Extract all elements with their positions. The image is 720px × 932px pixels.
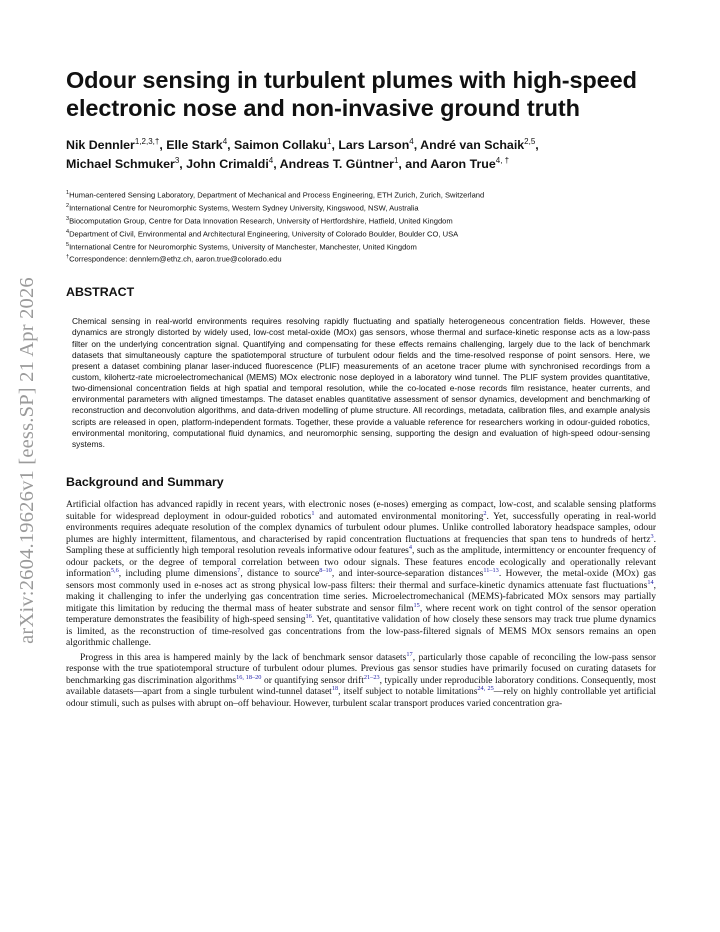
affiliation-line	[66, 240, 656, 253]
body-paragraph: Progress in this area is hampered mainly by the lack of benchmark sensor datasets$^{17}$, particularly those capable of reconciling the low-pass sensor response with the true spatiotemporal structure of turbulent odour plumes. Previous gas sensor studies have primarily focused on curating datasets for benchmarking gas discrimination algorithms$^{16, 18-20}$ or quantifying sensor drift$^{21-23}$, typically under reproducible laboratory conditions. Consequently, most available datasets—apart from a single turbulent wind-tunnel dataset$^{18}$, itself subject to notable limitations$^{24, 25}$—rely on highly controllable yet artificial odour stimuli, such as pulses with abrupt on–off behaviour. However, turbulent scalar transport produces varied concentration gra-	[66, 650, 657, 709]
citation-link[interactable]: 3	[650, 532, 654, 540]
citation-link[interactable]: 21–23	[363, 673, 380, 681]
author-name: Michael Schmuker	[66, 157, 175, 172]
abstract-heading: ABSTRACT	[66, 285, 135, 300]
citation-link[interactable]: 7	[237, 566, 241, 574]
citation-link[interactable]: 14	[647, 578, 654, 586]
affiliation-line	[66, 252, 656, 265]
affiliation-mark: 5	[66, 241, 70, 248]
author-affiliation-mark: 3	[174, 156, 180, 166]
citation-link[interactable]: 11–13	[483, 566, 499, 574]
affiliation-line	[66, 201, 656, 214]
affiliation-mark: 3	[66, 215, 70, 222]
citation-link[interactable]: 5,6	[110, 566, 119, 574]
affiliation-line	[66, 188, 656, 201]
author-name: Saimon Collaku	[234, 138, 327, 153]
author-affiliation-mark: 4, †	[495, 156, 510, 166]
citation-link[interactable]: 4	[408, 543, 413, 551]
author-name: Elle Stark	[166, 138, 223, 153]
author-affiliation-mark: 4	[409, 137, 414, 146]
affiliation-mark: †	[66, 254, 70, 261]
citation-link[interactable]: 1	[311, 509, 315, 517]
author-affiliation-mark: 1,2,3,†	[134, 137, 160, 146]
author	[166, 138, 227, 152]
affiliation-text: Department of Civil, Environmental and Architectural Engineering, University of Colorado Boulder, Boulder CO, USA	[69, 229, 459, 239]
background-heading: Background and Summary	[66, 475, 224, 490]
citation-link[interactable]: 16	[305, 612, 312, 620]
affiliation-text: Biocomputation Group, Centre for Data Innovation Research, University of Hertfordshire, Hatfield, United Kingdom	[69, 216, 453, 226]
affiliation-text: Human-centered Sensing Laboratory, Department of Mechanical and Process Engineering, ETH Zurich, Zurich, Switzerland	[69, 190, 485, 200]
author-name: André van Schaik	[420, 138, 525, 153]
arxiv-id-stamp: arXiv:2604.19626v1 [eess.SP] 21 Apr 2026	[15, 276, 38, 644]
arxiv-sidebar	[10, 250, 44, 670]
author	[186, 157, 273, 171]
author	[280, 157, 399, 171]
author-affiliation-mark: 4	[268, 156, 274, 166]
author-affiliation-mark: 2,5	[524, 137, 536, 146]
author-name: Nik Dennler	[66, 138, 135, 153]
citation-link[interactable]: 16, 18–20	[236, 673, 262, 681]
citation-link[interactable]: 2	[483, 509, 487, 517]
body-paragraph: Artificial olfaction has advanced rapidly in recent years, with electronic noses (e-noses) emerging as compact, low-cost, and scalable sensing platforms suitable for widespread deployment in odour-guided robotics$^1$ and automated environmental monitoring$^2$. Yet, successfully operating in real-world environments requires adequate resolution of the complex dynamics of turbulent odour plumes. Unlike controlled laboratory headspace samples, odour plumes are highly intermittent, filamentous, and characterised by rapid concentration fluctuations at frequencies that span tens to hundreds of hertz$^3$. Sampling these at sufficiently high temporal resolution reveals informative odour features$^4$, such as the amplitude, intermittency or encounter frequency of odour packets, or the degree of temporal correlation between two odour signals. These features encode ecologically and operationally relevant information$^{5,6}$, including plume dimensions$^7$, distance to source$^{8-10}$, and inter-source-separation distances$^{11-13}$. However, the metal-oxide (MOx) gas sensors most commonly used in e-noses act as strong physical low-pass filters: their thermal and surface-kinetic dynamics attenuate fast fluctuations$^{14}$, making it challenging to infer the underlying gas concentration time series. Microelectromechanical (MEMS)-fabricated MOx sensors may partially mitigate this limitation by reducing the thermal mass of heater substrate and sensor film$^{15}$, where recent work on tight control of the sensor operation temperature demonstrates the feasibility of high-speed sensing$^{16}$. Yet, quantitative validation of how closely these sensors may track true plume dynamics is limited, as the reconstruction of time-resolved gas concentrations from the low-pass-filtered signals of MEMS MOx sensors remains an open algorithmic challenge.	[66, 500, 657, 649]
citation-link[interactable]: 8–10	[319, 566, 332, 574]
affiliation-list	[66, 188, 656, 265]
author	[430, 157, 509, 171]
author	[420, 138, 535, 152]
citation-link[interactable]: 24, 25	[477, 684, 494, 692]
affiliation-line	[66, 227, 656, 240]
citation-link[interactable]: 18	[331, 684, 339, 692]
affiliation-mark: 4	[66, 228, 70, 235]
author-affiliation-mark: 1	[327, 137, 332, 146]
paper-title: Odour sensing in turbulent plumes with high-speed electronic nose and non-invasive ground truth	[66, 67, 637, 121]
author	[66, 157, 179, 171]
affiliation-text: Correspondence: dennlern@ethz.ch, aaron.true@colorado.edu	[69, 254, 282, 264]
affiliation-line	[66, 214, 656, 227]
author-name: John Crimaldi	[186, 157, 269, 172]
background-body	[66, 500, 656, 710]
affiliation-text: International Centre for Neuromorphic Systems, Western Sydney University, Kingswood, NSW, Australia	[69, 203, 419, 213]
paper-page	[66, 66, 656, 710]
author	[338, 138, 413, 152]
affiliation-text: International Centre for Neuromorphic Systems, University of Manchester, Manchester, United Kingdom	[69, 242, 417, 252]
author-name: Aaron True	[430, 157, 496, 172]
author-affiliation-mark: 1	[393, 156, 399, 166]
author-name: Lars Larson	[338, 138, 410, 153]
author-name: Andreas T. Güntner	[279, 157, 394, 172]
author-affiliation-mark: 4	[222, 137, 228, 146]
citation-link[interactable]: 17	[406, 650, 413, 658]
author	[234, 138, 331, 152]
author-list: Nik Dennler$^{1,2,3,\dagger}$, Elle Stark$^4$, Saimon Collaku$^1$, Lars Larson$^4$, André van Schaik$^{2,5}$, Michael Schmuker$^3$, John Crimaldi$^4$, Andreas T. Güntner$^1$, and Aaron True$^{4, \dagger}$	[66, 137, 539, 172]
abstract-text: Chemical sensing in real-world environments requires resolving rapidly fluctuating and spatially heterogeneous concentration fields. However, these dynamics are strongly distorted by widely used, low-cost metal-oxide (MOx) gas sensors, whose thermal and surface-kinetic response acts as a low-pass filter on the underlying concentration signal. Quantifying and compensating for these effects remains challenging, largely due to the lack of benchmark datasets that simultaneously capture the spatiotemporal structure of turbulent odour fields and the time-resolved response of point sensors. Here, we present a dataset combining planar laser-induced fluorescence (PLIF) measurements of an acetone tracer plume with synchronised recordings from a custom, kilohertz-rate microelectromechanical (MEMS) MOx electronic nose deployed in a laboratory wind tunnel. The PLIF system provides quantitative, two-dimensional concentration fields at high spatial and temporal resolution, while the co-located e-nose records film resistance, heater currents, and environmental parameters with aligned timestamps. The dataset enables quantitative assessment of sensor dynamics, development and benchmarking of reconstruction and deconvolution algorithms, and data-driven modelling of plume structure. All recordings, metadata, calibration files, and example analysis scripts are released in open, platform-independent formats. Together, these provide a valuable reference for researchers working in odour-guided robotics, environmental monitoring, computational fluid dynamics, and neuromorphic sensing, supporting the design and evaluation of high-speed odour-sensing systems.	[72, 316, 650, 449]
author	[66, 138, 159, 152]
citation-link[interactable]: 15	[413, 601, 420, 609]
affiliation-mark: 1	[66, 190, 70, 197]
affiliation-mark: 2	[66, 203, 70, 210]
